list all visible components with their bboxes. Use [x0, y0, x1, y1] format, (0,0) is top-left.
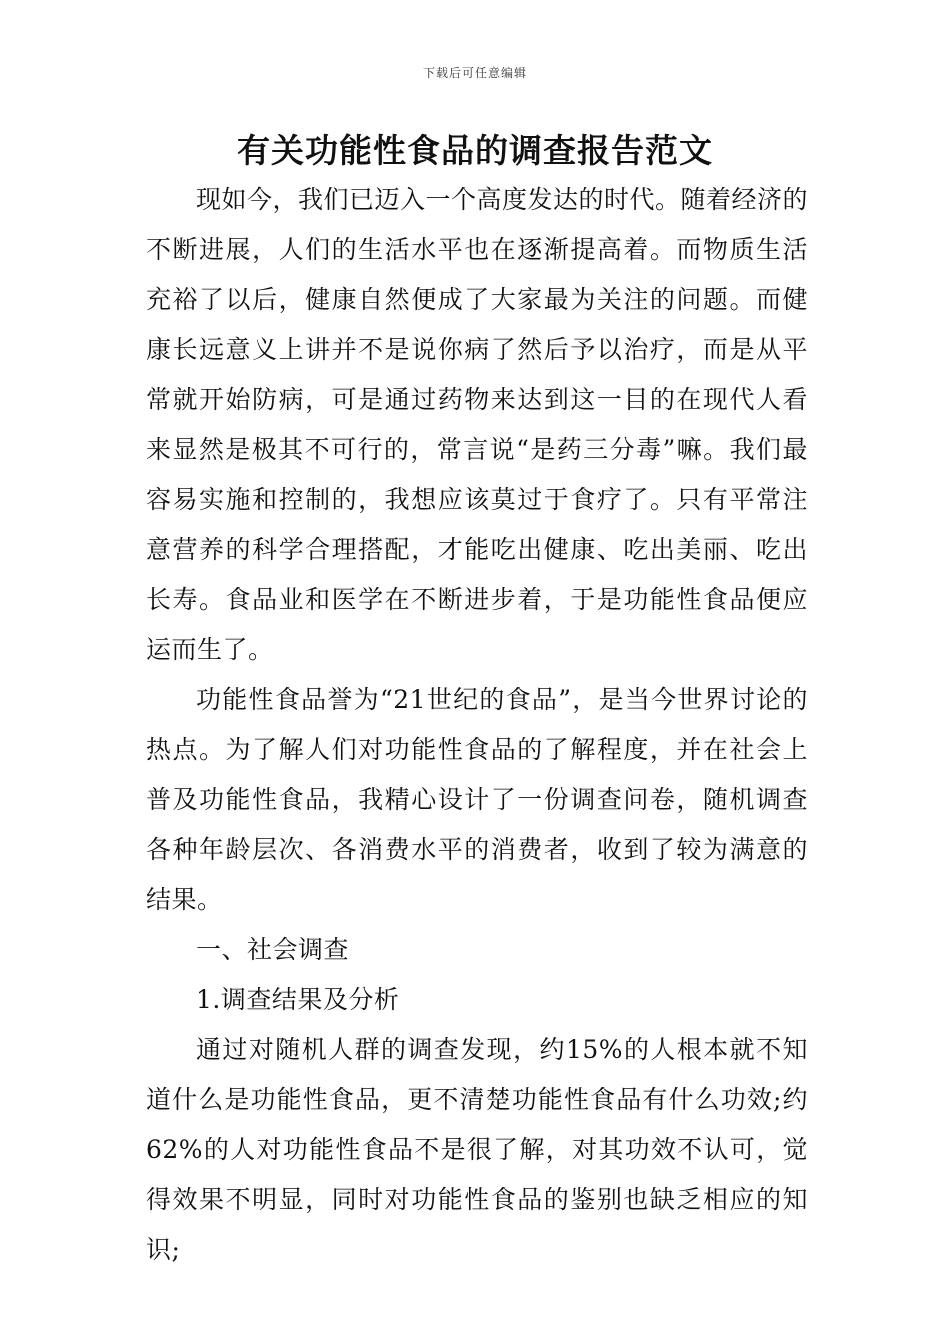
document-title: 有关功能性食品的调查报告范文: [237, 131, 713, 170]
paragraph-background: 功能性食品誉为“21世纪的食品”，是当今世界讨论的热点。为了解人们对功能性食品的了解程度，并在社会上普及功能性食品，我精心设计了一份调查问卷，随机调查各种年龄层次、各消费水平的消费者，收到了较为满意的结果。: [146, 685, 808, 914]
paragraph-findings: 通过对随机人群的调查发现，约15%的人根本就不知道什么是功能性食品，更不清楚功能性食品有什么功效;约62%的人对功能性食品不是很了解，对其功效不认可，觉得效果不明显，同时对功能性食品的鉴别也缺乏相应的知识;: [146, 1035, 808, 1264]
document-body: [146, 175, 808, 1275]
paragraph-intro: 现如今，我们已迈入一个高度发达的时代。随着经济的不断进展，人们的生活水平也在逐渐提高着。而物质生活充裕了以后，健康自然便成了大家最为关注的问题。而健康长远意义上讲并不是说你病了然后予以治疗，而是从平常就开始防病，可是通过药物来达到这一目的在现代人看来显然是极其不可行的，常言说“是药三分毒”嘛。我们最容易实施和控制的，我想应该莫过于食疗了。只有平常注意营养的科学合理搭配，才能吃出健康、吃出美丽、吃出长寿。食品业和医学在不断进步着，于是功能性食品便应运而生了。: [146, 185, 809, 664]
section-heading-social-survey: 一、社会调查: [196, 935, 350, 964]
header-note: 下载后可任意编辑: [422, 66, 527, 80]
subsection-heading-results: 1.调查结果及分析: [196, 985, 400, 1014]
